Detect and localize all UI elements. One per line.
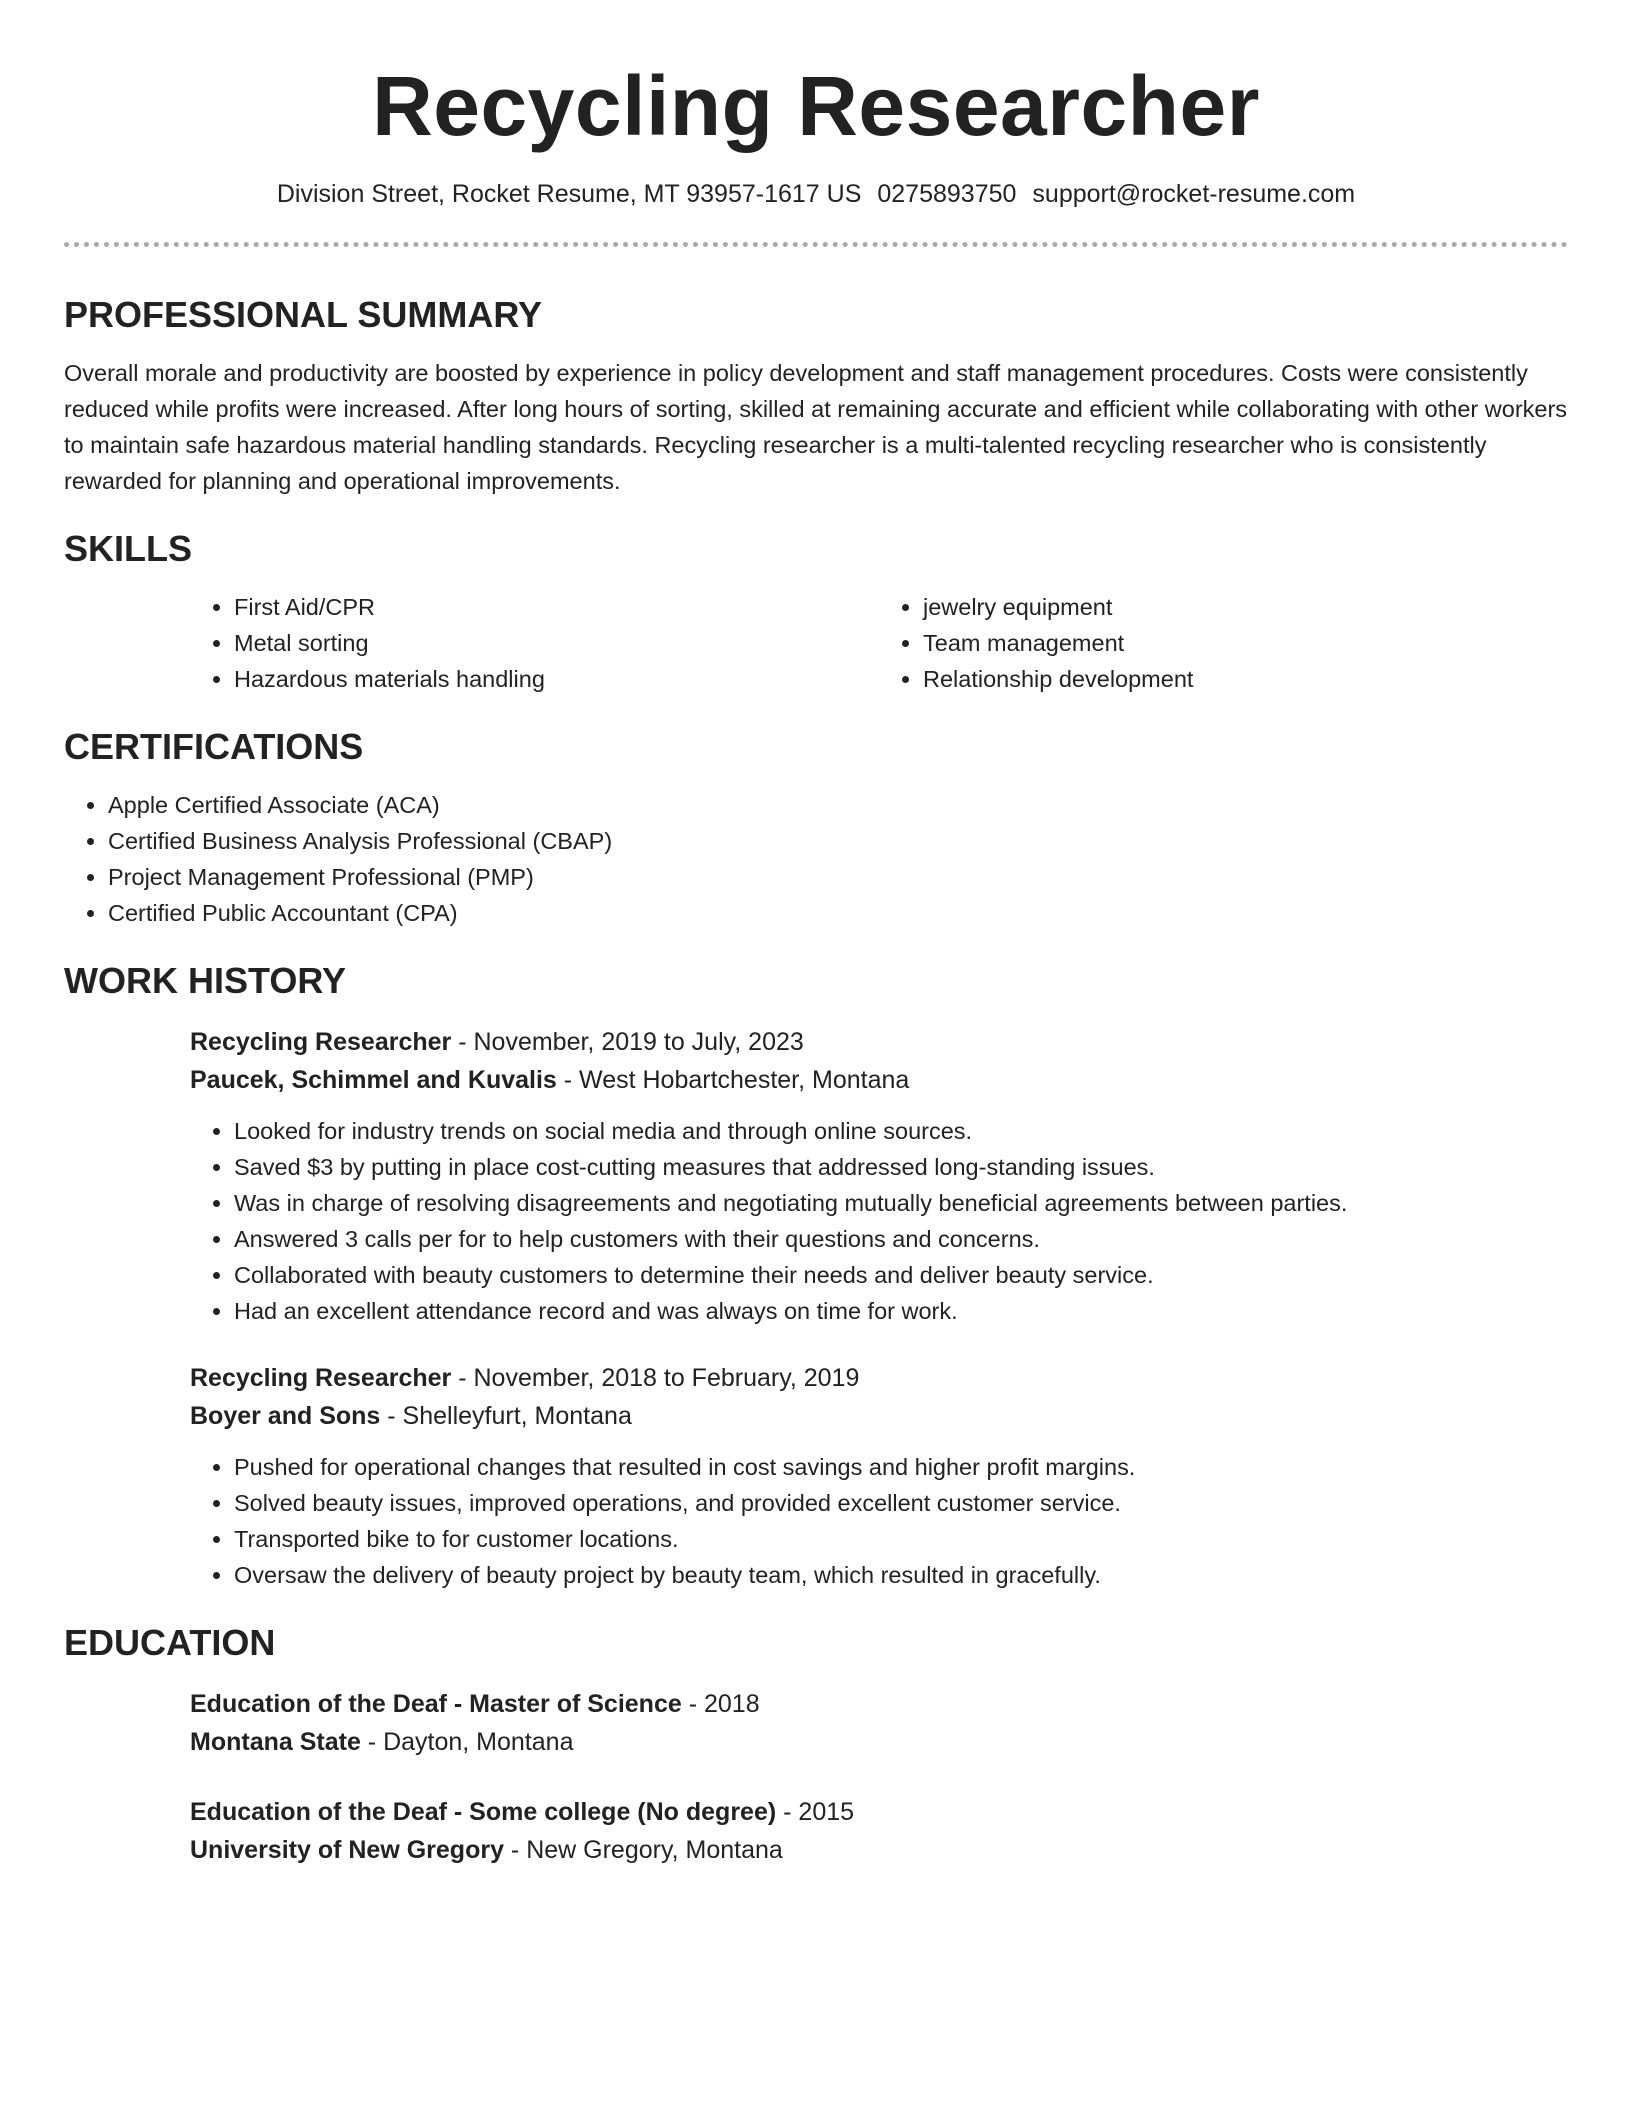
list-item: • jewelry equipment xyxy=(923,589,1568,625)
list-item: • Relationship development xyxy=(923,661,1568,697)
education-school: Montana State xyxy=(190,1728,361,1756)
contact-address: Division Street, Rocket Resume, MT 93957-1617 US xyxy=(276,180,862,208)
contact-line xyxy=(64,178,1568,210)
job-bullets xyxy=(190,1449,1568,1593)
list-item: • Collaborated with beauty customers to determine their needs and deliver beauty service. xyxy=(234,1257,1568,1293)
education-year: - 2018 xyxy=(681,1690,760,1718)
resume-name: Recycling Researcher xyxy=(372,59,1260,153)
education-entry xyxy=(190,1793,1568,1869)
list-item: • Solved beauty issues, improved operations, and provided excellent customer service. xyxy=(234,1485,1568,1521)
skills-column-left xyxy=(190,589,879,697)
skills-list xyxy=(190,589,1568,697)
contact-phone: 0275893750 xyxy=(877,180,1017,208)
list-item: • Answered 3 calls per for to help customers with their questions and concerns. xyxy=(234,1221,1568,1257)
job-company: Paucek, Schimmel and Kuvalis xyxy=(190,1066,557,1094)
education-school-line xyxy=(190,1831,1568,1869)
list-item: • Team management xyxy=(923,625,1568,661)
list-item: • Looked for industry trends on social media and through online sources. xyxy=(234,1113,1568,1149)
skills-title: SKILLS xyxy=(64,528,193,569)
job-location: - West Hobartchester, Montana xyxy=(556,1066,910,1094)
job-role-line xyxy=(190,1023,1568,1061)
list-item: • Oversaw the delivery of beauty project by beauty team, which resulted in gracefully. xyxy=(234,1557,1568,1593)
job-company: Boyer and Sons xyxy=(190,1402,381,1430)
job-company-line xyxy=(190,1061,1568,1099)
list-item: • Hazardous materials handling xyxy=(234,661,879,697)
work-history-title: WORK HISTORY xyxy=(64,960,347,1001)
education-degree: Education of the Deaf - Master of Science xyxy=(190,1690,682,1718)
skills-column-right xyxy=(879,589,1568,697)
job-bullets xyxy=(190,1113,1568,1329)
list-item: • Had an excellent attendance record and was always on time for work. xyxy=(234,1293,1568,1329)
summary-text: Overall morale and productivity are boosted by experience in policy development and staff management procedures. Costs were consistently reduced while profits were increased. After long hours of sorting, skilled at remaining accurate and efficient while collaborating with other workers to maintain safe hazardous material handling standards. Recycling researcher is a multi-talented recycling researcher who is consistently rewarded for planning and operational improvements. xyxy=(64,360,1568,494)
contact-email: support@rocket-resume.com xyxy=(1032,180,1356,208)
education-year: - 2015 xyxy=(776,1798,855,1826)
education-entry xyxy=(190,1685,1568,1761)
list-item: • Certified Public Accountant (CPA) xyxy=(108,895,1568,931)
list-item: • Project Management Professional (PMP) xyxy=(108,859,1568,895)
list-item: • Apple Certified Associate (ACA) xyxy=(108,787,1568,823)
list-item: • Certified Business Analysis Professional (CBAP) xyxy=(108,823,1568,859)
job-dates: - November, 2018 to February, 2019 xyxy=(451,1364,860,1392)
job-location: - Shelleyfurt, Montana xyxy=(380,1402,632,1430)
list-item: • Saved $3 by putting in place cost-cutting measures that addressed long-standing issues. xyxy=(234,1149,1568,1185)
education-degree-line xyxy=(190,1685,1568,1723)
list-item: • First Aid/CPR xyxy=(234,589,879,625)
certifications-list xyxy=(64,787,1568,931)
education-degree: Education of the Deaf - Some college (No degree) xyxy=(190,1798,777,1826)
list-item: • Was in charge of resolving disagreements and negotiating mutually beneficial agreements between parties. xyxy=(234,1185,1568,1221)
education-location: - New Gregory, Montana xyxy=(503,1836,783,1864)
list-item: • Pushed for operational changes that resulted in cost savings and higher profit margins. xyxy=(234,1449,1568,1485)
education-school: University of New Gregory xyxy=(190,1836,504,1864)
job-dates: - November, 2019 to July, 2023 xyxy=(451,1028,804,1056)
education-school-line xyxy=(190,1723,1568,1761)
education-location: - Dayton, Montana xyxy=(360,1728,574,1756)
education-degree-line xyxy=(190,1793,1568,1831)
resume-page xyxy=(64,0,1568,1869)
job-role: Recycling Researcher xyxy=(190,1028,452,1056)
header-divider xyxy=(64,242,1568,247)
job-role-line xyxy=(190,1359,1568,1397)
job-company-line xyxy=(190,1397,1568,1435)
education-title: EDUCATION xyxy=(64,1622,276,1663)
job-role: Recycling Researcher xyxy=(190,1364,452,1392)
summary-title: PROFESSIONAL SUMMARY xyxy=(64,294,543,335)
list-item: • Metal sorting xyxy=(234,625,879,661)
list-item: • Transported bike to for customer locations. xyxy=(234,1521,1568,1557)
job-entry xyxy=(190,1359,1568,1593)
job-entry xyxy=(190,1023,1568,1329)
certifications-title: CERTIFICATIONS xyxy=(64,726,364,767)
